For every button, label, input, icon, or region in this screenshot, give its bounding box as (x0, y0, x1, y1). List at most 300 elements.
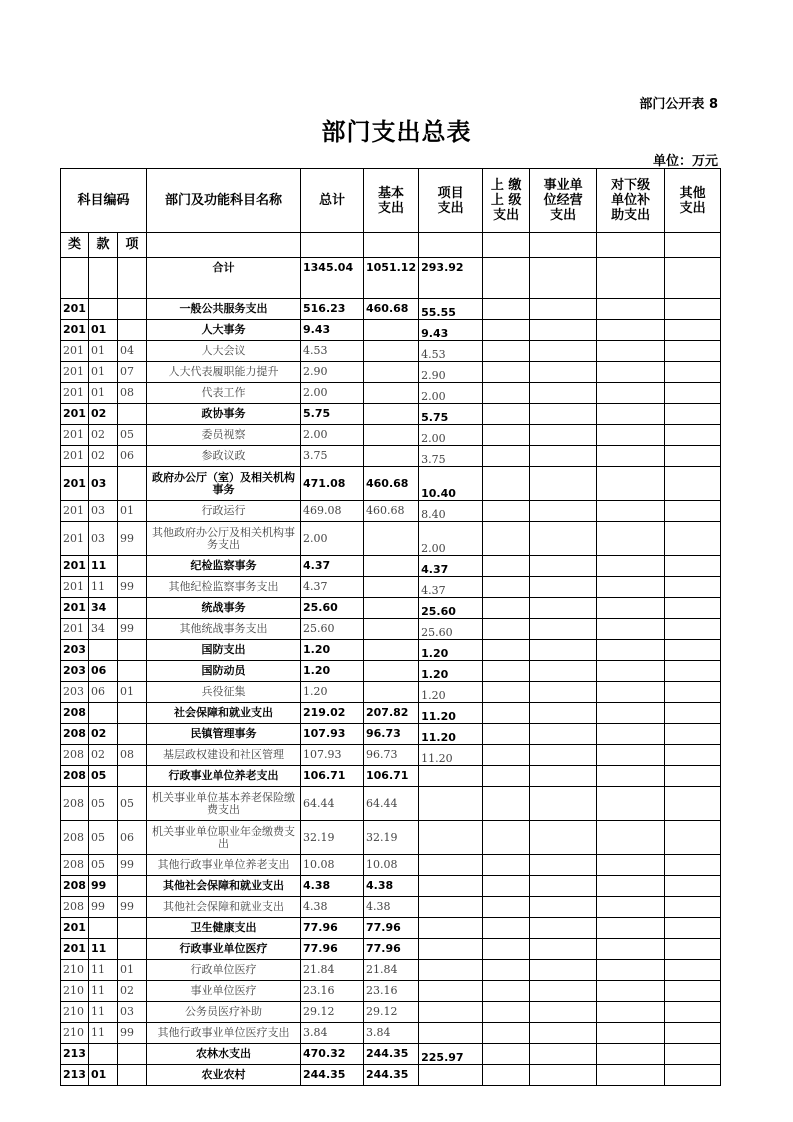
cell-lei: 201 (61, 404, 89, 425)
cell-business (530, 703, 597, 724)
cell-subsidy (597, 960, 665, 981)
cell-kuan: 05 (89, 766, 118, 787)
cell-name: 统战事务 (147, 598, 301, 619)
table-row (61, 467, 721, 501)
cell-business (530, 918, 597, 939)
cell-basic (364, 383, 419, 404)
cell-xiang (118, 1044, 147, 1065)
cell-business (530, 1023, 597, 1044)
cell-basic: 23.16 (364, 981, 419, 1002)
table-row (61, 556, 721, 577)
cell-kuan: 11 (89, 1002, 118, 1023)
header-business (530, 169, 597, 233)
cell-other (665, 425, 721, 446)
cell-name: 兵役征集 (147, 682, 301, 703)
cell-basic: 460.68 (364, 501, 419, 522)
cell-subsidy (597, 897, 665, 918)
cell-project (419, 1002, 483, 1023)
cell-basic: 244.35 (364, 1044, 419, 1065)
cell-project: 5.75 (419, 404, 483, 425)
cell-xiang (118, 939, 147, 960)
cell-upper (483, 682, 530, 703)
cell-business (530, 577, 597, 598)
cell-total: 4.38 (301, 876, 364, 897)
cell-total: 471.08 (301, 467, 364, 501)
cell-subsidy (597, 598, 665, 619)
table-row (61, 787, 721, 821)
cell-other (665, 320, 721, 341)
cell-subsidy (597, 362, 665, 383)
cell-other (665, 577, 721, 598)
cell-business (530, 766, 597, 787)
cell-name: 机关事业单位职业年金缴费支出 (147, 821, 301, 855)
cell-upper (483, 619, 530, 640)
cell-basic: 10.08 (364, 855, 419, 876)
table-row (61, 682, 721, 703)
cell-upper (483, 1065, 530, 1086)
cell-upper (483, 724, 530, 745)
header-lei: 类 (61, 233, 89, 258)
cell-total: 32.19 (301, 821, 364, 855)
cell-business (530, 299, 597, 320)
table-row (61, 918, 721, 939)
header-basic (364, 169, 419, 233)
header-project-line: 支出 (437, 200, 464, 216)
table-row (61, 724, 721, 745)
cell-total: 64.44 (301, 787, 364, 821)
cell-upper (483, 522, 530, 556)
cell-project: 2.00 (419, 383, 483, 404)
header-business-line: 事业单 (543, 178, 583, 193)
total-row (61, 258, 721, 299)
cell-subsidy (597, 320, 665, 341)
cell-upper (483, 939, 530, 960)
cell-kuan: 03 (89, 522, 118, 556)
cell-lei: 203 (61, 640, 89, 661)
cell-name: 事业单位医疗 (147, 981, 301, 1002)
cell-xiang (118, 404, 147, 425)
cell-subsidy (597, 1002, 665, 1023)
cell-project: 1.20 (419, 682, 483, 703)
cell-kuan (89, 640, 118, 661)
cell-total: 107.93 (301, 724, 364, 745)
header-project-line: 项目 (437, 185, 464, 201)
header-other (665, 169, 721, 233)
cell-upper (483, 299, 530, 320)
cell-subsidy (597, 682, 665, 703)
cell-upper (483, 320, 530, 341)
cell-lei: 208 (61, 766, 89, 787)
cell-kuan (89, 1044, 118, 1065)
cell-total: 470.32 (301, 1044, 364, 1065)
cell-lei: 213 (61, 1044, 89, 1065)
cell-other (665, 501, 721, 522)
cell-name: 行政运行 (147, 501, 301, 522)
cell-subsidy (597, 1065, 665, 1086)
cell-total: 3.84 (301, 1023, 364, 1044)
cell-xiang (118, 724, 147, 745)
table-row (61, 1023, 721, 1044)
table-row (61, 1065, 721, 1086)
cell-subsidy (597, 501, 665, 522)
cell-kuan: 06 (89, 661, 118, 682)
cell-basic: 21.84 (364, 960, 419, 981)
cell-name: 农业农村 (147, 1065, 301, 1086)
cell-business (530, 1002, 597, 1023)
cell-project (419, 855, 483, 876)
cell-subsidy (597, 787, 665, 821)
table-row (61, 522, 721, 556)
cell-xiang (118, 299, 147, 320)
cell-other (665, 467, 721, 501)
cell-basic: 29.12 (364, 1002, 419, 1023)
cell-kuan: 01 (89, 383, 118, 404)
cell-upper (483, 383, 530, 404)
cell-project: 25.60 (419, 598, 483, 619)
cell-other (665, 960, 721, 981)
cell-subsidy (597, 1044, 665, 1065)
header-upper (483, 169, 530, 233)
cell-basic (364, 425, 419, 446)
cell-lei: 201 (61, 467, 89, 501)
table-row (61, 939, 721, 960)
table-row (61, 425, 721, 446)
cell-project: 3.75 (419, 446, 483, 467)
cell-name: 卫生健康支出 (147, 918, 301, 939)
cell-xiang (118, 703, 147, 724)
cell-lei: 208 (61, 745, 89, 766)
cell-kuan: 02 (89, 724, 118, 745)
cell-business (530, 855, 597, 876)
unit-label: 单位：万元 (652, 154, 718, 169)
cell-lei: 208 (61, 724, 89, 745)
cell-name: 国防动员 (147, 661, 301, 682)
cell-upper (483, 1044, 530, 1065)
cell-name: 人大代表履职能力提升 (147, 362, 301, 383)
total-project: 293.92 (419, 258, 483, 299)
cell-upper (483, 981, 530, 1002)
cell-upper (483, 1002, 530, 1023)
cell-subsidy (597, 446, 665, 467)
cell-xiang: 99 (118, 897, 147, 918)
cell-name: 社会保障和就业支出 (147, 703, 301, 724)
cell-lei: 201 (61, 299, 89, 320)
cell-total: 2.00 (301, 425, 364, 446)
header-subsidy-line: 助支出 (611, 208, 651, 223)
cell-project (419, 876, 483, 897)
cell-lei: 201 (61, 522, 89, 556)
cell-xiang: 03 (118, 1002, 147, 1023)
cell-xiang: 05 (118, 425, 147, 446)
cell-other (665, 876, 721, 897)
cell-total: 77.96 (301, 939, 364, 960)
cell-business (530, 745, 597, 766)
cell-upper (483, 467, 530, 501)
cell-name: 其他社会保障和就业支出 (147, 897, 301, 918)
cell-other (665, 383, 721, 404)
header-row (61, 169, 721, 233)
cell-xiang: 07 (118, 362, 147, 383)
cell-upper (483, 703, 530, 724)
cell-name: 机关事业单位基本养老保险缴费支出 (147, 787, 301, 821)
table-row (61, 1002, 721, 1023)
cell-project: 11.20 (419, 703, 483, 724)
cell-business (530, 960, 597, 981)
cell-subsidy (597, 703, 665, 724)
table-row (61, 446, 721, 467)
cell-kuan: 01 (89, 320, 118, 341)
cell-name: 代表工作 (147, 383, 301, 404)
header-upper-line: 支出 (493, 208, 520, 223)
cell-subsidy (597, 1023, 665, 1044)
cell-kuan: 02 (89, 446, 118, 467)
cell-basic: 244.35 (364, 1065, 419, 1086)
expenditure-table (60, 168, 721, 1086)
table-row (61, 821, 721, 855)
cell-business (530, 876, 597, 897)
cell-xiang: 99 (118, 577, 147, 598)
cell-name: 行政单位医疗 (147, 960, 301, 981)
cell-business (530, 556, 597, 577)
header-business-line: 位经营 (543, 193, 583, 208)
cell-project: 2.00 (419, 522, 483, 556)
cell-total: 5.75 (301, 404, 364, 425)
table-row (61, 960, 721, 981)
cell-project: 55.55 (419, 299, 483, 320)
cell-other (665, 362, 721, 383)
cell-upper (483, 745, 530, 766)
cell-project (419, 918, 483, 939)
cell-basic (364, 522, 419, 556)
cell-total: 106.71 (301, 766, 364, 787)
cell-subsidy (597, 876, 665, 897)
cell-kuan: 99 (89, 897, 118, 918)
table-row (61, 981, 721, 1002)
cell-basic: 96.73 (364, 745, 419, 766)
cell-lei: 201 (61, 362, 89, 383)
cell-lei: 213 (61, 1065, 89, 1086)
table-row (61, 703, 721, 724)
cell-lei: 203 (61, 661, 89, 682)
cell-business (530, 661, 597, 682)
cell-basic (364, 341, 419, 362)
cell-total: 25.60 (301, 619, 364, 640)
cell-business (530, 821, 597, 855)
cell-basic: 77.96 (364, 939, 419, 960)
cell-basic: 32.19 (364, 821, 419, 855)
cell-business (530, 598, 597, 619)
cell-basic (364, 661, 419, 682)
cell-other (665, 619, 721, 640)
cell-xiang: 05 (118, 787, 147, 821)
cell-project: 4.37 (419, 556, 483, 577)
cell-business (530, 467, 597, 501)
cell-lei: 201 (61, 501, 89, 522)
cell-total: 4.38 (301, 897, 364, 918)
cell-project (419, 821, 483, 855)
cell-lei: 208 (61, 897, 89, 918)
cell-name: 其他社会保障和就业支出 (147, 876, 301, 897)
cell-name: 纪检监察事务 (147, 556, 301, 577)
cell-business (530, 897, 597, 918)
cell-xiang: 08 (118, 383, 147, 404)
cell-project (419, 766, 483, 787)
cell-name: 其他纪检监察事务支出 (147, 577, 301, 598)
cell-project: 11.20 (419, 724, 483, 745)
cell-project: 2.00 (419, 425, 483, 446)
cell-basic (364, 640, 419, 661)
cell-basic (364, 446, 419, 467)
cell-kuan: 01 (89, 341, 118, 362)
cell-lei: 203 (61, 682, 89, 703)
header-other-line: 其他 (679, 185, 706, 201)
cell-basic (364, 682, 419, 703)
header-code: 科目编码 (61, 169, 147, 233)
cell-basic: 77.96 (364, 918, 419, 939)
cell-upper (483, 640, 530, 661)
cell-xiang (118, 661, 147, 682)
cell-lei: 201 (61, 577, 89, 598)
cell-upper (483, 341, 530, 362)
cell-name: 农林水支出 (147, 1044, 301, 1065)
cell-total: 25.60 (301, 598, 364, 619)
table-row (61, 766, 721, 787)
cell-upper (483, 960, 530, 981)
cell-business (530, 619, 597, 640)
cell-basic (364, 320, 419, 341)
cell-other (665, 821, 721, 855)
cell-other (665, 855, 721, 876)
table-row (61, 598, 721, 619)
cell-project (419, 1023, 483, 1044)
cell-basic (364, 577, 419, 598)
cell-other (665, 1023, 721, 1044)
cell-basic (364, 598, 419, 619)
cell-basic: 4.38 (364, 876, 419, 897)
cell-other (665, 766, 721, 787)
table-row (61, 876, 721, 897)
cell-kuan: 11 (89, 556, 118, 577)
page-title: 部门支出总表 (321, 118, 472, 146)
cell-upper (483, 897, 530, 918)
cell-subsidy (597, 619, 665, 640)
total-basic: 1051.12 (364, 258, 419, 299)
cell-total: 21.84 (301, 960, 364, 981)
cell-upper (483, 918, 530, 939)
cell-upper (483, 501, 530, 522)
cell-kuan: 11 (89, 1023, 118, 1044)
cell-xiang: 06 (118, 821, 147, 855)
cell-project (419, 960, 483, 981)
cell-xiang: 01 (118, 682, 147, 703)
cell-basic: 207.82 (364, 703, 419, 724)
cell-lei: 201 (61, 383, 89, 404)
cell-project: 4.53 (419, 341, 483, 362)
cell-subsidy (597, 522, 665, 556)
header-name: 部门及功能科目名称 (147, 169, 301, 233)
cell-subsidy (597, 341, 665, 362)
cell-total: 1.20 (301, 661, 364, 682)
cell-basic (364, 619, 419, 640)
cell-project: 4.37 (419, 577, 483, 598)
cell-total: 2.90 (301, 362, 364, 383)
cell-name: 其他统战事务支出 (147, 619, 301, 640)
table-row (61, 897, 721, 918)
cell-subsidy (597, 577, 665, 598)
cell-total: 29.12 (301, 1002, 364, 1023)
cell-total: 1.20 (301, 640, 364, 661)
cell-name: 人大事务 (147, 320, 301, 341)
cell-basic: 106.71 (364, 766, 419, 787)
cell-kuan: 03 (89, 501, 118, 522)
cell-business (530, 640, 597, 661)
cell-subsidy (597, 467, 665, 501)
cell-basic (364, 362, 419, 383)
cell-lei: 201 (61, 939, 89, 960)
table-row (61, 341, 721, 362)
header-total: 总计 (301, 169, 364, 233)
cell-project: 10.40 (419, 467, 483, 501)
cell-total: 469.08 (301, 501, 364, 522)
header-basic-line: 基本 (378, 185, 405, 201)
table-row (61, 320, 721, 341)
cell-kuan: 05 (89, 855, 118, 876)
cell-business (530, 362, 597, 383)
cell-business (530, 425, 597, 446)
cell-lei: 208 (61, 855, 89, 876)
cell-subsidy (597, 918, 665, 939)
cell-other (665, 703, 721, 724)
cell-project: 2.90 (419, 362, 483, 383)
cell-xiang (118, 640, 147, 661)
cell-lei: 201 (61, 556, 89, 577)
cell-subsidy (597, 855, 665, 876)
cell-name: 行政事业单位医疗 (147, 939, 301, 960)
cell-business (530, 404, 597, 425)
table-row (61, 855, 721, 876)
table-row (61, 299, 721, 320)
cell-kuan: 05 (89, 821, 118, 855)
cell-project: 225.97 (419, 1044, 483, 1065)
cell-lei: 201 (61, 619, 89, 640)
cell-kuan: 11 (89, 939, 118, 960)
table-row (61, 383, 721, 404)
cell-project (419, 897, 483, 918)
cell-xiang (118, 876, 147, 897)
cell-project: 1.20 (419, 640, 483, 661)
cell-subsidy (597, 939, 665, 960)
header-basic-line: 支出 (378, 200, 405, 216)
cell-total: 9.43 (301, 320, 364, 341)
cell-subsidy (597, 425, 665, 446)
cell-lei: 201 (61, 425, 89, 446)
cell-xiang: 99 (118, 1023, 147, 1044)
cell-basic: 64.44 (364, 787, 419, 821)
cell-total: 516.23 (301, 299, 364, 320)
cell-basic: 4.38 (364, 897, 419, 918)
cell-kuan: 02 (89, 425, 118, 446)
cell-other (665, 640, 721, 661)
cell-total: 1.20 (301, 682, 364, 703)
cell-basic (364, 404, 419, 425)
cell-total: 3.75 (301, 446, 364, 467)
total-total: 1345.04 (301, 258, 364, 299)
cell-business (530, 981, 597, 1002)
cell-total: 4.37 (301, 556, 364, 577)
cell-lei: 201 (61, 598, 89, 619)
cell-other (665, 745, 721, 766)
cell-upper (483, 1023, 530, 1044)
